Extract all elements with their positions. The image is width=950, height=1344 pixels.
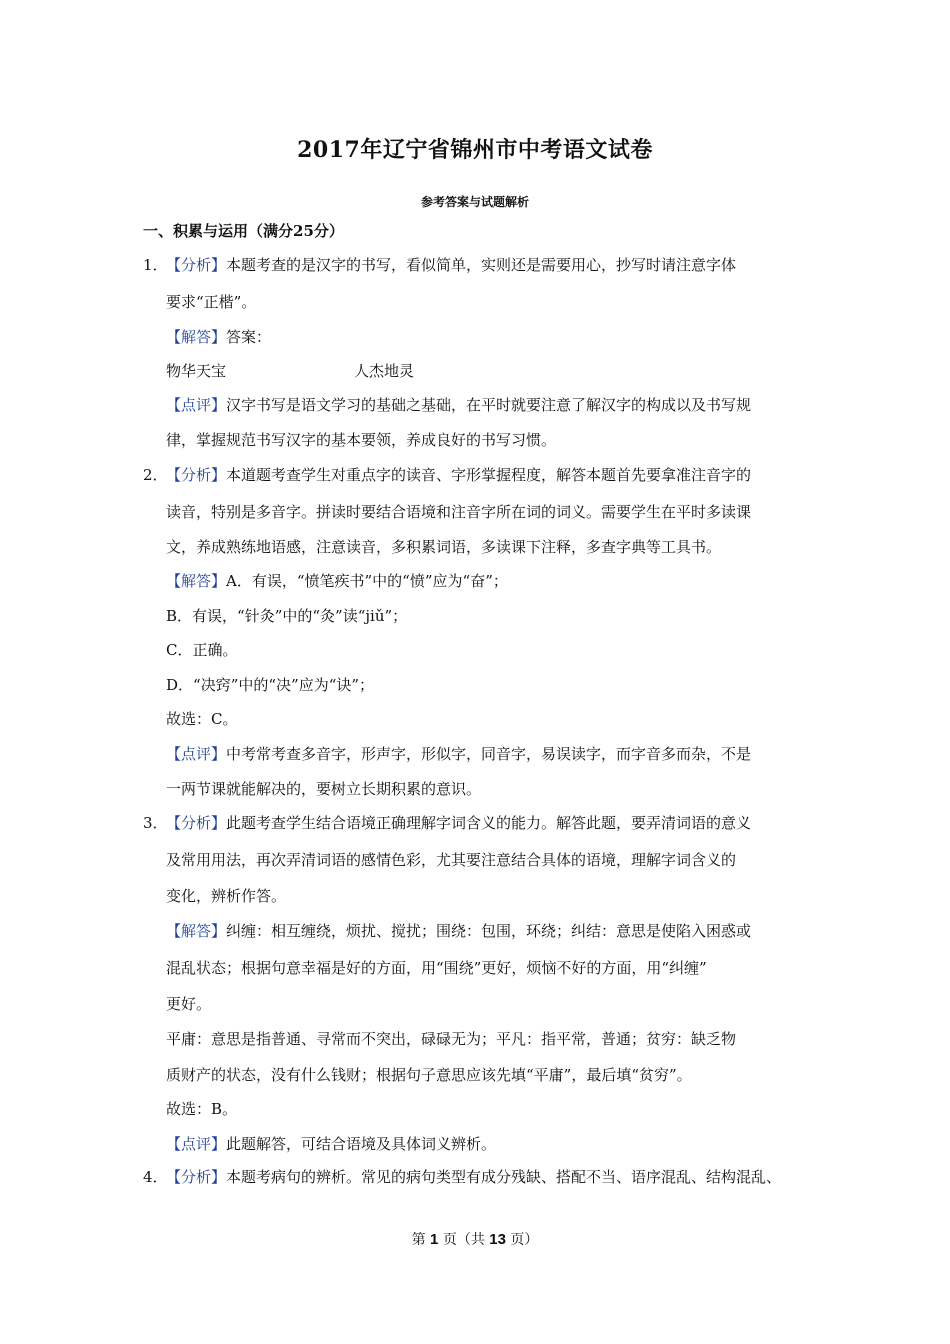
section-heading: 一、积累与运用（满分25分）	[143, 222, 344, 240]
q1-analysis-line: 要求“正楷”。	[166, 293, 257, 311]
q3-answer-line: 故选：B。	[166, 1100, 238, 1118]
q3-answer-line: 更好。	[166, 995, 212, 1013]
question-number: 4．	[143, 1168, 168, 1186]
q4-analysis-line: 【分析】本题考病句的辨析。常见的病句类型有成分残缺、搭配不当、语序混乱、结构混乱、	[166, 1168, 782, 1186]
page-total: 13	[489, 1231, 506, 1248]
answer-b: 人杰地灵	[354, 362, 415, 380]
q1-comment-line: 律，掌握规范书写汉字的基本要领，养成良好的书写习惯。	[166, 431, 557, 449]
question-number: 3．	[143, 814, 168, 832]
answer-tag: 【解答】	[166, 328, 227, 346]
comment-tag: 【点评】	[166, 1135, 227, 1153]
q1-analysis-line: 【分析】本题考查的是汉字的书写，看似简单，实则还是需要用心，抄写时请注意字体	[166, 256, 737, 274]
analysis-tag: 【分析】	[166, 1168, 227, 1186]
q2-comment-line: 一两节课就能解决的，要树立长期积累的意识。	[166, 780, 482, 798]
answer-tag: 【解答】	[166, 572, 227, 590]
page-footer: 第 1 页（共 13 页）	[411, 1231, 539, 1248]
answer-tag: 【解答】	[166, 922, 227, 940]
q2-analysis-line: 【分析】本道题考查学生对重点字的读音、字形掌握程度，解答本题首先要拿准注音字的	[166, 466, 752, 484]
q3-answer-line: 质财产的状态，没有什么钱财；根据句子意思应该先填“平庸”，最后填“贫穷”。	[166, 1066, 692, 1084]
q3-analysis-line: 变化，辨析作答。	[166, 887, 287, 905]
analysis-tag: 【分析】	[166, 256, 227, 274]
q2-analysis-line: 读音，特别是多音字。拼读时要结合语境和注音字所在词的词义。需要学生在平时多读课	[166, 503, 752, 521]
q2-answer-line: 故选：C。	[166, 710, 238, 728]
q1-comment-line: 【点评】汉字书写是语文学习的基础之基础，在平时就要注意了解汉字的构成以及书写规	[166, 396, 752, 414]
q3-answer-line: 混乱状态；根据句意幸福是好的方面，用“围绕”更好，烦恼不好的方面，用“纠缠”	[166, 959, 707, 977]
analysis-tag: 【分析】	[166, 814, 227, 832]
q2-answer-line: D．“决窍”中的“决”应为“诀”；	[166, 676, 375, 694]
comment-tag: 【点评】	[166, 396, 227, 414]
q2-analysis-line: 文，养成熟练地语感，注意读音，多积累词语，多读课下注释，多查字典等工具书。	[166, 538, 722, 556]
q3-answer-line: 【解答】纠缠：相互缠绕，烦扰、搅扰；围绕：包围，环绕；纠结：意思是使陷入困惑或	[166, 922, 752, 940]
q2-comment-line: 【点评】中考常考查多音字，形声字，形似字，同音字，易误读字，而字音多而杂，不是	[166, 745, 752, 763]
q1-answer-line: 【解答】答案：	[166, 328, 272, 346]
q2-answer-line: B．有误，“针灸”中的“灸”读“jiǔ”；	[166, 607, 408, 625]
q3-analysis-line: 【分析】此题考查学生结合语境正确理解字词含义的能力。解答此题，要弄清词语的意义	[166, 814, 752, 832]
q2-answer-line: C．正确。	[166, 641, 238, 659]
q2-answer-line: 【解答】A．有误，“愤笔疾书”中的“愤”应为“奋”；	[166, 572, 508, 590]
q3-comment-line: 【点评】此题解答，可结合语境及具体词义辨析。	[166, 1135, 497, 1153]
q3-answer-line: 平庸：意思是指普通、寻常而不突出，碌碌无为；平凡：指平常，普通；贫穷：缺乏物	[166, 1030, 737, 1048]
analysis-tag: 【分析】	[166, 466, 227, 484]
question-number: 2．	[143, 466, 168, 484]
q1-answer-values	[166, 361, 414, 381]
document-title: 2017年辽宁省锦州市中考语文试卷	[297, 137, 653, 163]
q3-analysis-line: 及常用用法，再次弄清词语的感情色彩，尤其要注意结合具体的语境，理解字词含义的	[166, 851, 737, 869]
answer-a: 物华天宝	[166, 362, 227, 380]
document-subtitle: 参考答案与试题解析	[420, 195, 529, 209]
comment-tag: 【点评】	[166, 745, 227, 763]
page-number: 1	[430, 1231, 439, 1248]
question-number: 1．	[143, 256, 168, 274]
